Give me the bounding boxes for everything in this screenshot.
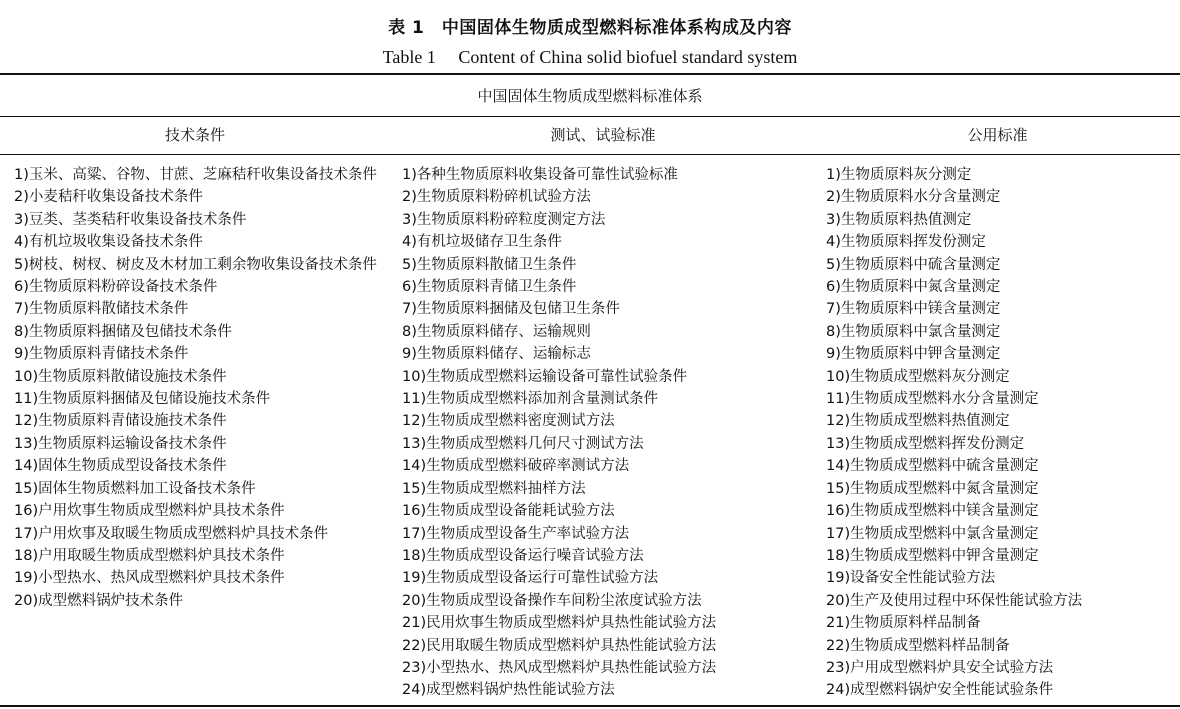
list-item: 13)生物质原料运输设备技术条件: [14, 435, 227, 452]
list-item: 10)生物质成型燃料运输设备可靠性试验条件: [402, 368, 688, 385]
list-item: 11)生物质原料捆储及包储设施技术条件: [14, 391, 271, 408]
list-item: 23)小型热水、热风成型燃料炉具热性能试验方法: [402, 659, 717, 676]
list-item: 8)生物质原料中氯含量测定: [826, 323, 1001, 340]
list-item: 18)生物质成型设备运行噪音试验方法: [402, 547, 644, 564]
list-item: 11)生物质成型燃料水分含量测定: [826, 391, 1039, 408]
list-item: 19)生物质成型设备运行可靠性试验方法: [402, 570, 659, 587]
table-title-chinese: 表 1 中国固体生物质成型燃料标准体系构成及内容: [388, 18, 792, 38]
list-item: 17)生物质成型设备生产率试验方法: [402, 525, 630, 542]
list-item: 2)小麦秸秆收集设备技术条件: [14, 189, 203, 206]
column-header-test-standards: 测试、试验标准: [550, 126, 656, 144]
list-item: 13)生物质成型燃料几何尺寸测试方法: [402, 435, 644, 452]
list-item: 15)生物质成型燃料中氮含量测定: [826, 480, 1039, 497]
column-header-technical-conditions: 技术条件: [164, 126, 225, 144]
list-item: 21)生物质原料样品制备: [826, 615, 981, 632]
list-item: 10)生物质成型燃料灰分测定: [826, 368, 1010, 385]
list-item: 1)玉米、高粱、谷物、甘蔗、芝麻秸秆收集设备技术条件: [14, 167, 377, 183]
technical-conditions-list: [14, 164, 380, 612]
list-item: 4)生物质原料挥发份测定: [826, 234, 986, 251]
list-item: 20)生物质成型设备操作车间粉尘浓度试验方法: [402, 592, 702, 609]
list-item: 4)有机垃圾储存卫生条件: [402, 234, 562, 251]
list-item: 6)生物质原料中氮含量测定: [826, 279, 1001, 296]
list-item: 13)生物质成型燃料挥发份测定: [826, 435, 1025, 452]
list-item: 21)民用炊事生物质成型燃料炉具热性能试验方法: [402, 615, 717, 632]
list-item: 22)民用取暖生物质成型燃料炉具热性能试验方法: [402, 637, 717, 654]
test-standards-list: [402, 164, 806, 702]
list-item: 16)生物质成型燃料中镁含量测定: [826, 503, 1039, 520]
list-item: 24)成型燃料锅炉安全性能试验条件: [826, 682, 1054, 699]
list-item: 9)生物质原料中钾含量测定: [826, 346, 1001, 363]
list-item: 7)生物质原料散储技术条件: [14, 301, 189, 318]
table-bottom-rule: [0, 705, 1180, 707]
list-item: 10)生物质原料散储设施技术条件: [14, 368, 227, 385]
list-item: 20)生产及使用过程中环保性能试验方法: [826, 592, 1083, 609]
list-item: 5)树枝、树杈、树皮及木材加工剩余物收集设备技术条件: [14, 256, 377, 273]
list-item: 17)生物质成型燃料中氯含量测定: [826, 525, 1039, 542]
list-item: 12)生物质成型燃料密度测试方法: [402, 413, 615, 430]
list-item: 4)有机垃圾收集设备技术条件: [14, 234, 203, 251]
standard-system-title: 中国固体生物质成型燃料标准体系: [477, 87, 703, 105]
list-item: 14)生物质成型燃料破碎率测试方法: [402, 458, 630, 475]
list-item: 8)生物质原料捆储及包储技术条件: [14, 323, 232, 340]
list-item: 16)生物质成型设备能耗试验方法: [402, 503, 615, 520]
list-item: 12)生物质原料青储设施技术条件: [14, 413, 227, 430]
list-item: 19)设备安全性能试验方法: [826, 570, 996, 587]
list-item: 14)固体生物质成型设备技术条件: [14, 458, 227, 475]
list-item: 9)生物质原料储存、运输标志: [402, 346, 591, 363]
list-item: 18)户用取暖生物质成型燃料炉具技术条件: [14, 547, 285, 564]
table-rule-2: [0, 154, 1180, 155]
list-item: 14)生物质成型燃料中硫含量测定: [826, 458, 1039, 475]
list-item: 2)生物质原料粉碎机试验方法: [402, 189, 591, 206]
list-item: 3)生物质原料热值测定: [826, 211, 972, 228]
list-item: 7)生物质原料中镁含量测定: [826, 301, 1001, 318]
list-item: 20)成型燃料锅炉技术条件: [14, 592, 184, 609]
list-item: 23)户用成型燃料炉具安全试验方法: [826, 659, 1054, 676]
table-title-english: Table 1 Content of China solid biofuel standard system: [382, 47, 798, 67]
list-item: 15)固体生物质燃料加工设备技术条件: [14, 480, 256, 497]
list-item: 5)生物质原料散储卫生条件: [402, 256, 577, 273]
list-item: 1)各种生物质原料收集设备可靠性试验标准: [402, 167, 678, 183]
list-item: 18)生物质成型燃料中钾含量测定: [826, 547, 1039, 564]
list-item: 16)户用炊事生物质成型燃料炉具技术条件: [14, 503, 285, 520]
common-standards-list: [826, 164, 1176, 702]
list-item: 1)生物质原料灰分测定: [826, 167, 972, 183]
column-header-common-standards: 公用标准: [967, 126, 1028, 144]
list-item: 17)户用炊事及取暖生物质成型燃料炉具技术条件: [14, 525, 329, 542]
list-item: 6)生物质原料青储卫生条件: [402, 279, 577, 296]
list-item: 7)生物质原料捆储及包储卫生条件: [402, 301, 620, 318]
list-item: 22)生物质成型燃料样品制备: [826, 637, 1010, 654]
list-item: 5)生物质原料中硫含量测定: [826, 256, 1001, 273]
list-item: 2)生物质原料水分含量测定: [826, 189, 1001, 206]
list-item: 8)生物质原料储存、运输规则: [402, 323, 591, 340]
list-item: 11)生物质成型燃料添加剂含量测试条件: [402, 391, 659, 408]
list-item: 6)生物质原料粉碎设备技术条件: [14, 279, 218, 296]
list-item: 3)豆类、茎类秸秆收集设备技术条件: [14, 211, 247, 228]
list-item: 3)生物质原料粉碎粒度测定方法: [402, 211, 606, 228]
list-item: 9)生物质原料青储技术条件: [14, 346, 189, 363]
list-item: 19)小型热水、热风成型燃料炉具技术条件: [14, 570, 285, 587]
table-top-rule: [0, 73, 1180, 75]
table-rule-1: [0, 116, 1180, 117]
list-item: 24)成型燃料锅炉热性能试验方法: [402, 682, 615, 699]
list-item: 12)生物质成型燃料热值测定: [826, 413, 1010, 430]
list-item: 15)生物质成型燃料抽样方法: [402, 480, 586, 497]
